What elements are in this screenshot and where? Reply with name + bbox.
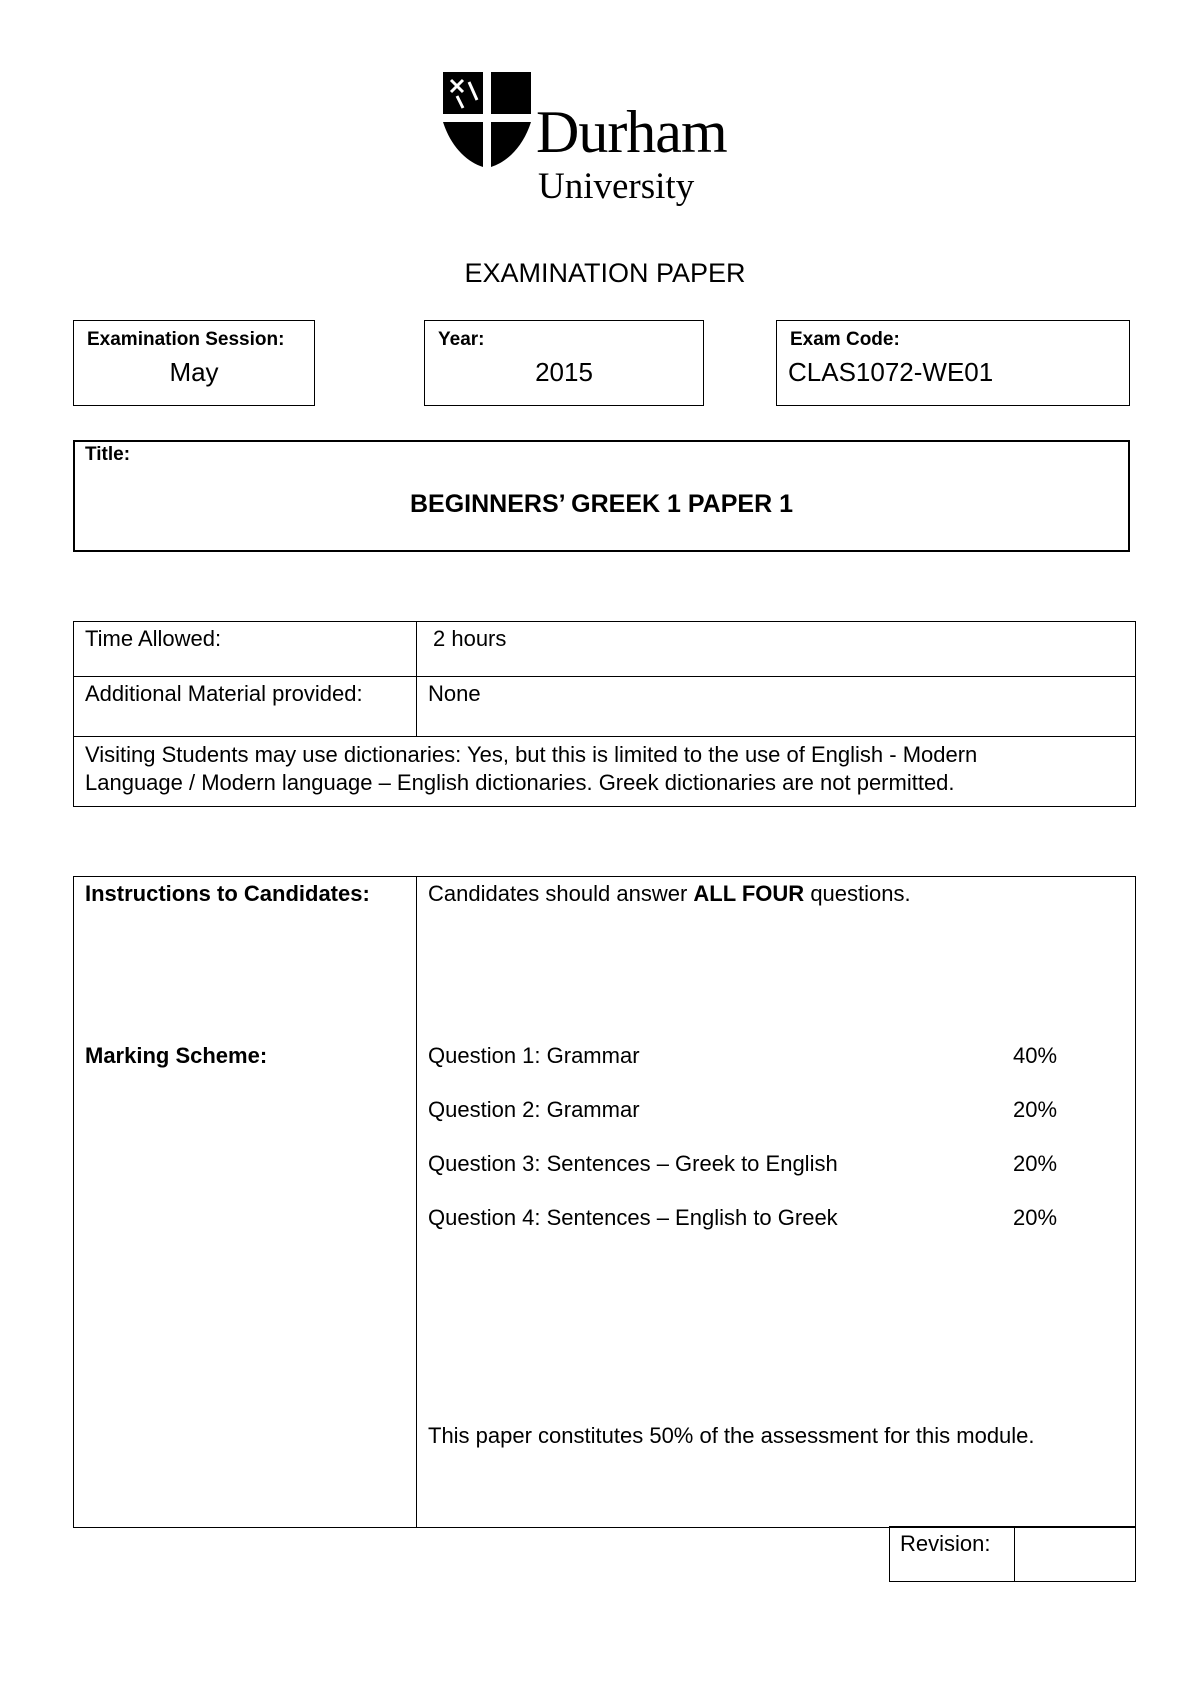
paper-title: BEGINNERS’ GREEK 1 PAPER 1: [410, 490, 793, 518]
document-title: EXAMINATION PAPER: [464, 258, 746, 288]
marking-scheme-label: Marking Scheme:: [85, 1043, 268, 1068]
revision-label-cell: [890, 1527, 1015, 1582]
year-box: [424, 320, 704, 406]
dictionaries-line-2: Language / Modern language – English dictionaries. Greek dictionaries are not permitted.: [85, 770, 955, 795]
session-value: May: [169, 357, 219, 387]
dictionaries-cell: [74, 737, 1136, 807]
assessment-note: This paper constitutes 50% of the assessment for this module.: [428, 1423, 1035, 1448]
instructions-label: Instructions to Candidates:: [85, 881, 370, 906]
time-allowed-value-cell: [417, 622, 1136, 677]
dictionaries-line-1: Visiting Students may use dictionaries: Yes, but this is limited to the use of English - Modern: [85, 742, 978, 767]
instructions-label-cell: [74, 877, 417, 1528]
logo-wordmark-university: University: [538, 166, 695, 207]
marking-question-3: Question 3: Sentences – Greek to English: [428, 1151, 838, 1176]
material-value-cell: [417, 677, 1136, 737]
exam-code-box: [776, 320, 1130, 406]
revision-value-cell: [1015, 1527, 1136, 1582]
marking-weight-1: 40%: [1013, 1043, 1058, 1068]
instructions-content-cell: [417, 877, 1136, 1528]
instructions-text-post: questions.: [804, 881, 911, 906]
exam-code-value: CLAS1072-WE01: [788, 357, 994, 387]
details-table: [73, 621, 1136, 807]
marking-weight-4: 20%: [1013, 1205, 1058, 1230]
logo-wordmark-durham: Durham: [536, 99, 727, 165]
year-value: 2015: [535, 357, 593, 387]
additional-material-value: None: [428, 681, 481, 706]
revision-table: [889, 1526, 1136, 1582]
additional-material-label: Additional Material provided:: [85, 681, 363, 706]
revision-value: [1015, 1527, 1135, 1535]
marking-weight-3: 20%: [1013, 1151, 1058, 1176]
title-label: Title:: [85, 444, 131, 465]
marking-question-2: Question 2: Grammar: [428, 1097, 640, 1122]
time-allowed-value: 2 hours: [433, 626, 507, 651]
revision-label: Revision:: [900, 1531, 991, 1556]
session-box: [73, 320, 315, 406]
time-allowed-label: Time Allowed:: [85, 626, 222, 651]
exam-code-label: Exam Code:: [790, 329, 900, 350]
year-label: Year:: [438, 329, 485, 350]
time-allowed-label-cell: [74, 622, 417, 677]
marking-question-4: Question 4: Sentences – English to Greek: [428, 1205, 838, 1230]
title-box: [73, 440, 1130, 552]
instructions-text: [428, 881, 911, 907]
material-label-cell: [74, 677, 417, 737]
marking-weight-2: 20%: [1013, 1097, 1058, 1122]
university-logo: [443, 72, 773, 217]
instructions-text-pre: Candidates should answer: [428, 881, 694, 906]
crest-icon: [443, 72, 535, 172]
instructions-text-emphasis: ALL FOUR: [693, 881, 805, 906]
instructions-table: [73, 876, 1136, 1528]
marking-question-1: Question 1: Grammar: [428, 1043, 640, 1068]
session-label: Examination Session:: [87, 329, 285, 350]
